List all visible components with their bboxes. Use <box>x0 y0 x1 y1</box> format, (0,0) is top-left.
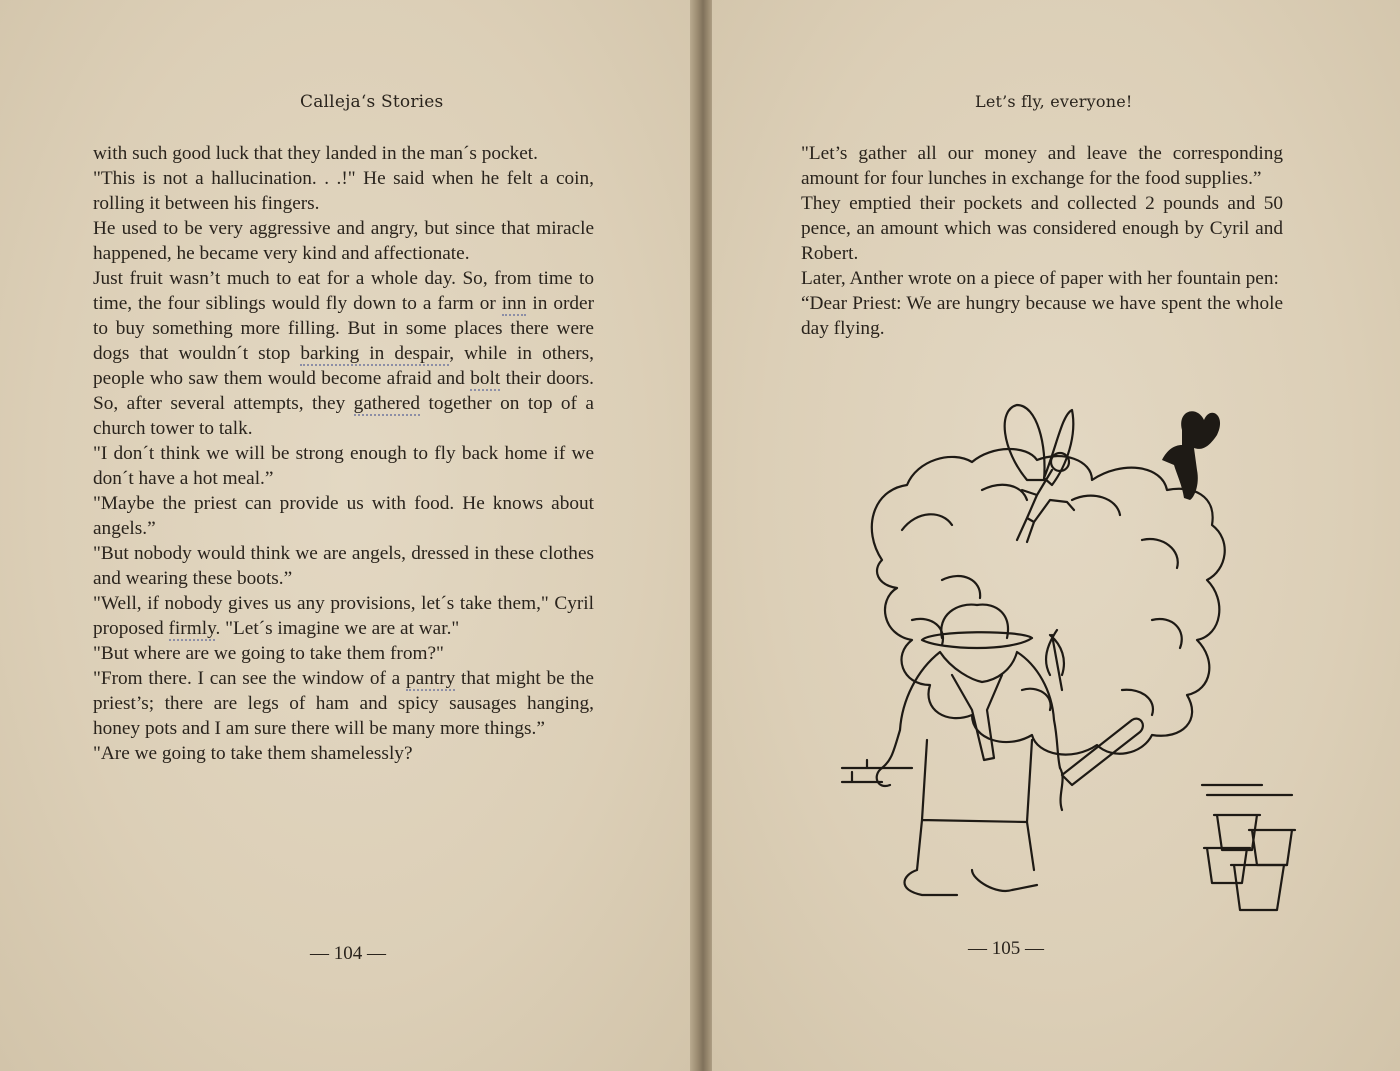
illustration-man-and-fairies <box>822 390 1342 930</box>
body-text-right <box>801 141 1283 341</box>
paragraph: Later, Anther wrote on a piece of paper with her fountain pen: <box>801 268 1279 289</box>
paragraph: "Let’s gather all our money and leave the corresponding amount for four lunches in exchange for the food supplies.” <box>801 143 1283 189</box>
page-number-left: — 104 — <box>310 943 386 964</box>
glossary-word-pantry[interactable]: pantry <box>406 668 456 689</box>
running-head-left: Calleja‘s Stories <box>300 92 444 112</box>
running-head-right: Let’s fly, everyone! <box>975 92 1133 111</box>
fairy-body <box>1017 470 1074 542</box>
text-run: that might be the priest’s; there are legs of ham and spicy sausages hanging, honey pots and I am sure there will be many more things.” <box>93 668 594 739</box>
bush-outline <box>872 449 1225 755</box>
paragraph: "Maybe the priest can provide us with food. He knows about angels.” <box>93 493 594 539</box>
page-number-right: — 105 — <box>968 938 1044 959</box>
honey-pot <box>1231 865 1287 910</box>
glossary-word-bolt[interactable]: bolt <box>470 368 501 389</box>
left-page <box>0 0 697 1071</box>
glossary-word-firmly[interactable]: firmly <box>168 618 216 639</box>
body-text-left <box>93 141 594 766</box>
fairy-wing <box>1044 410 1073 485</box>
fairy-wing <box>1005 405 1045 480</box>
man-hand <box>877 768 1063 810</box>
paragraph <box>93 266 594 441</box>
paragraph <box>93 591 594 641</box>
paragraph: He used to be very aggressive and angry, but since that miracle happened, he became very kind and affectionate. <box>93 218 594 264</box>
paragraph: "I don´t think we will be strong enough to fly back home if we don´t have a hot meal.” <box>93 443 594 489</box>
text-run: "Well, if nobody gives us any provisions, let´s take them," Cyril proposed <box>93 593 594 639</box>
wall-line <box>842 760 1292 795</box>
paragraph: "This is not a hallucination. . .!" He said when he felt a coin, rolling it between his fingers. <box>93 168 594 214</box>
text-run: together on top of a church tower to talk. <box>93 393 594 439</box>
paragraph: "But nobody would think we are angels, dressed in these clothes and wearing these boots.” <box>93 543 594 589</box>
broom-stick <box>1046 630 1064 690</box>
text-run: Just fruit wasn’t much to eat for a whole day. So, from time to time, the four siblings would fly down to a farm or <box>93 268 594 314</box>
text-run: "From there. I can see the window of a <box>93 668 406 689</box>
glossary-word-barking-in-despair[interactable]: barking in despair <box>300 343 450 364</box>
text-run: their doors. So, after several attempts, they <box>93 368 594 414</box>
paragraph: "Are we going to take them shamelessly? <box>93 743 413 764</box>
paragraph: with such good luck that they landed in the man´s pocket. <box>93 143 538 164</box>
glossary-word-gathered[interactable]: gathered <box>353 393 421 414</box>
honey-pot <box>1249 830 1295 865</box>
text-run: in order to buy something more filling. But in some places there were dogs that wouldn´t stop <box>93 293 594 364</box>
paragraph: “Dear Priest: We are hungry because we have spent the whole day flying. <box>801 293 1283 339</box>
glossary-word-inn[interactable]: inn <box>501 293 527 314</box>
text-run: , while in others, people who saw them would become afraid and <box>93 343 595 389</box>
paragraph: They emptied their pockets and collected 2 pounds and 50 pence, an amount which was considered enough by Cyril and Robert. <box>801 193 1283 264</box>
paragraph: "But where are we going to take them from?" <box>93 643 444 664</box>
silhouette-fairy <box>1162 411 1220 500</box>
text-run: . "Let´s imagine we are at war." <box>215 618 460 639</box>
right-page <box>712 0 1400 1071</box>
paragraph <box>93 666 594 741</box>
